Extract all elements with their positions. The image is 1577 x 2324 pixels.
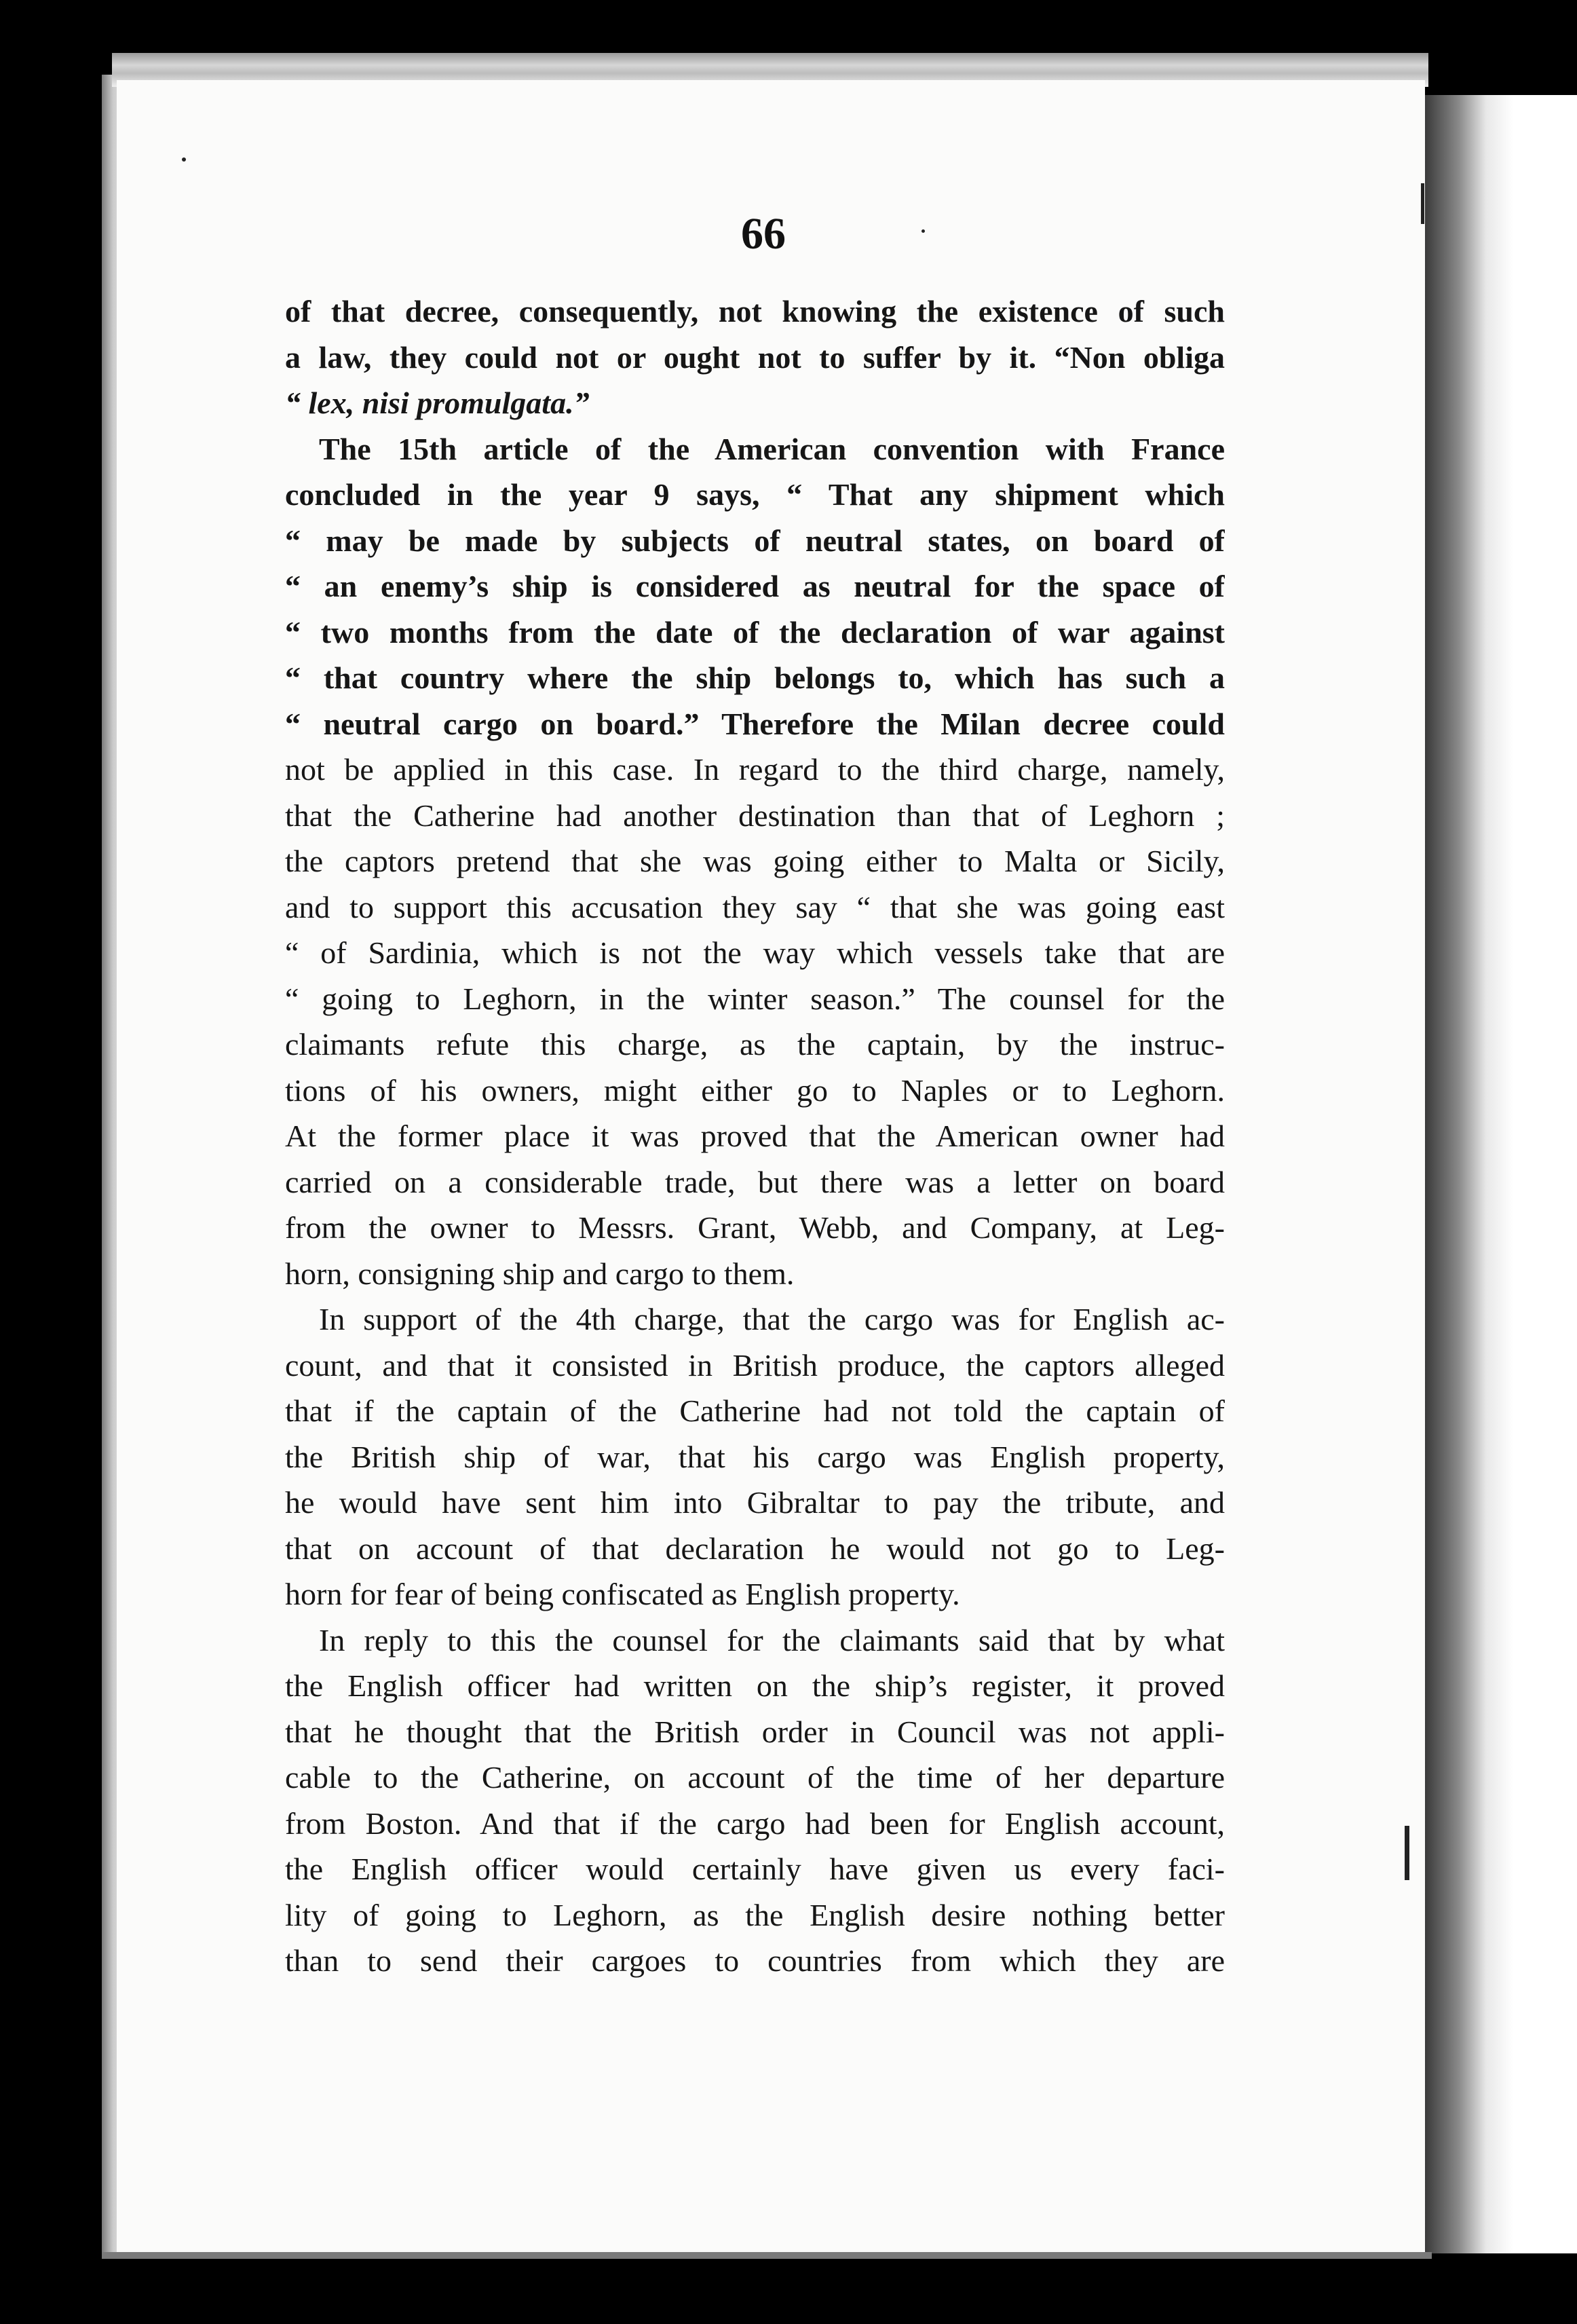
text-line: cable to the Catherine, on account of the time of her departure — [285, 1760, 1225, 1795]
text-line: and to support this accusation they say “ that she was going east — [285, 889, 1225, 924]
text-line: “ two months from the date of the declaration of war against — [285, 614, 1225, 650]
text-line: At the former place it was proved that the American owner had — [285, 1119, 1225, 1153]
ink-speck — [1405, 1826, 1409, 1880]
text-line: he would have sent him into Gibraltar to pay the tribute, and — [285, 1485, 1225, 1520]
text-line: lity of going to Leghorn, as the English desire nothing better — [285, 1897, 1225, 1932]
text-line: concluded in the year 9 says, “ That any shipment which — [285, 477, 1225, 512]
text-line: “ lex, nisi promulgata.” — [285, 386, 590, 420]
text-line: a law, they could not or ought not to suffer by it. “Non obliga — [285, 339, 1225, 375]
text-line: that he thought that the British order in Council was not appli- — [285, 1714, 1225, 1749]
text-line: count, and that it consisted in British produce, the captors alleged — [285, 1347, 1225, 1383]
text-line: not be applied in this case. In regard to the third charge, namely, — [285, 752, 1225, 787]
text-line: claimants refute this charge, as the captain, by the instruc- — [285, 1027, 1225, 1062]
page-number: 66 — [741, 209, 786, 259]
ink-speck — [182, 157, 186, 162]
page-bottom-edge — [102, 2252, 1432, 2259]
text-line: horn for fear of being confiscated as English property. — [285, 1577, 960, 1611]
text-line: horn, consigning ship and cargo to them. — [285, 1256, 795, 1291]
text-line: The 15th article of the American convention with France — [319, 431, 1225, 466]
text-line: “ may be made by subjects of neutral states, on board of — [285, 523, 1225, 558]
text-line: than to send their cargoes to countries from which they are — [285, 1943, 1225, 1978]
text-line: “ an enemy’s ship is considered as neutral for the space of — [285, 569, 1225, 603]
text-line: the captors pretend that she was going either to Malta or Sicily, — [285, 844, 1225, 878]
text-line: that the Catherine had another destination than that of Leghorn ; — [285, 798, 1225, 833]
text-line: “ going to Leghorn, in the winter season.” The counsel for the — [285, 981, 1225, 1016]
text-line: the English officer had written on the ship’s register, it proved — [285, 1668, 1225, 1703]
text-line: of that decree, consequently, not knowing the existence of such — [285, 294, 1225, 329]
text-line: In reply to this the counsel for the claimants said that by what — [319, 1622, 1225, 1657]
ink-speck — [922, 229, 925, 233]
text-line: tions of his owners, might either go to Naples or to Leghorn. — [285, 1072, 1225, 1108]
text-line: In support of the 4th charge, that the cargo was for English ac- — [319, 1302, 1225, 1336]
text-line: the British ship of war, that his cargo was English property, — [285, 1439, 1225, 1474]
text-line: that on account of that declaration he would not go to Leg- — [285, 1531, 1225, 1566]
text-line: the English officer would certainly have given us every faci- — [285, 1852, 1225, 1886]
next-page-edge — [1425, 95, 1577, 2253]
body-text — [285, 288, 1225, 1984]
text-line: from the owner to Messrs. Grant, Webb, and Company, at Leg- — [285, 1210, 1225, 1245]
text-line: carried on a considerable trade, but there was a letter on board — [285, 1164, 1225, 1199]
text-line: that if the captain of the Catherine had not told the captain of — [285, 1393, 1225, 1428]
text-line: from Boston. And that if the cargo had been for English account, — [285, 1805, 1225, 1841]
ink-speck — [1421, 183, 1424, 224]
text-line: “ of Sardinia, which is not the way which vessels take that are — [285, 935, 1225, 970]
text-line: “ neutral cargo on board.” Therefore the Milan decree could — [285, 706, 1225, 741]
text-line: “ that country where the ship belongs to, which has such a — [285, 660, 1225, 695]
